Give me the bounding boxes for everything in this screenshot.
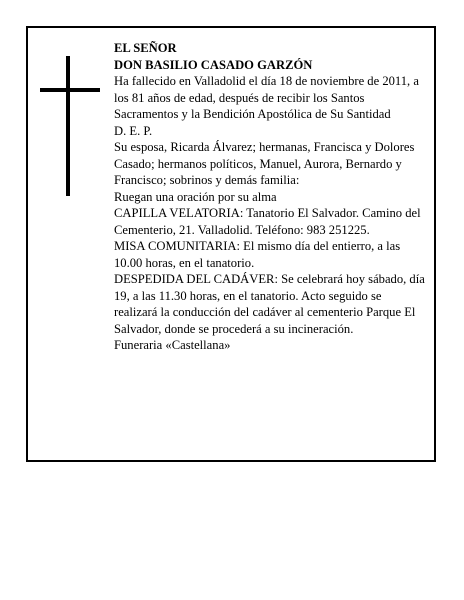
obituary-text	[114, 40, 426, 354]
cross-horizontal-bar	[40, 88, 100, 92]
prayer-request: Ruegan una oración por su alma	[114, 189, 277, 204]
latin-cross-icon	[40, 56, 100, 196]
wake-chapel-info: CAPILLA VELATORIA: Tanatorio El Salvador. Camino del Cementerio, 21. Valladolid. Teléfono: 983 251225.	[114, 206, 421, 237]
obituary-notice	[26, 26, 436, 462]
farewell-info: DESPEDIDA DEL CADÁVER: Se celebrará hoy sábado, día 19, a las 11.30 horas, en el tanatorio. Acto seguido se realizará la conducción del cadáver al cementerio Parque El Salvador, donde se procederá a su incineración.	[114, 272, 425, 336]
deceased-name: DON BASILIO CASADO GARZÓN	[114, 57, 313, 72]
dep-text: D. E. P.	[114, 123, 153, 138]
community-mass-info: MISA COMUNITARIA: El mismo día del entierro, a las 10.00 horas, en el tanatorio.	[114, 239, 401, 270]
title-line-1: EL SEÑOR	[114, 41, 177, 55]
cross-vertical-bar	[66, 56, 70, 196]
family-list: Su esposa, Ricarda Álvarez; hermanas, Francisca y Dolores Casado; hermanos políticos, Manuel, Aurora, Bernardo y Francisco; sobrinos y demás familia:	[114, 140, 415, 187]
funeral-home: Funeraria «Castellana»	[114, 338, 231, 352]
death-announcement: Ha fallecido en Valladolid el día 18 de noviembre de 2011, a los 81 años de edad, después de recibir los Santos Sacramentos y la Bendición Apostólica de Su Santidad	[114, 74, 419, 121]
